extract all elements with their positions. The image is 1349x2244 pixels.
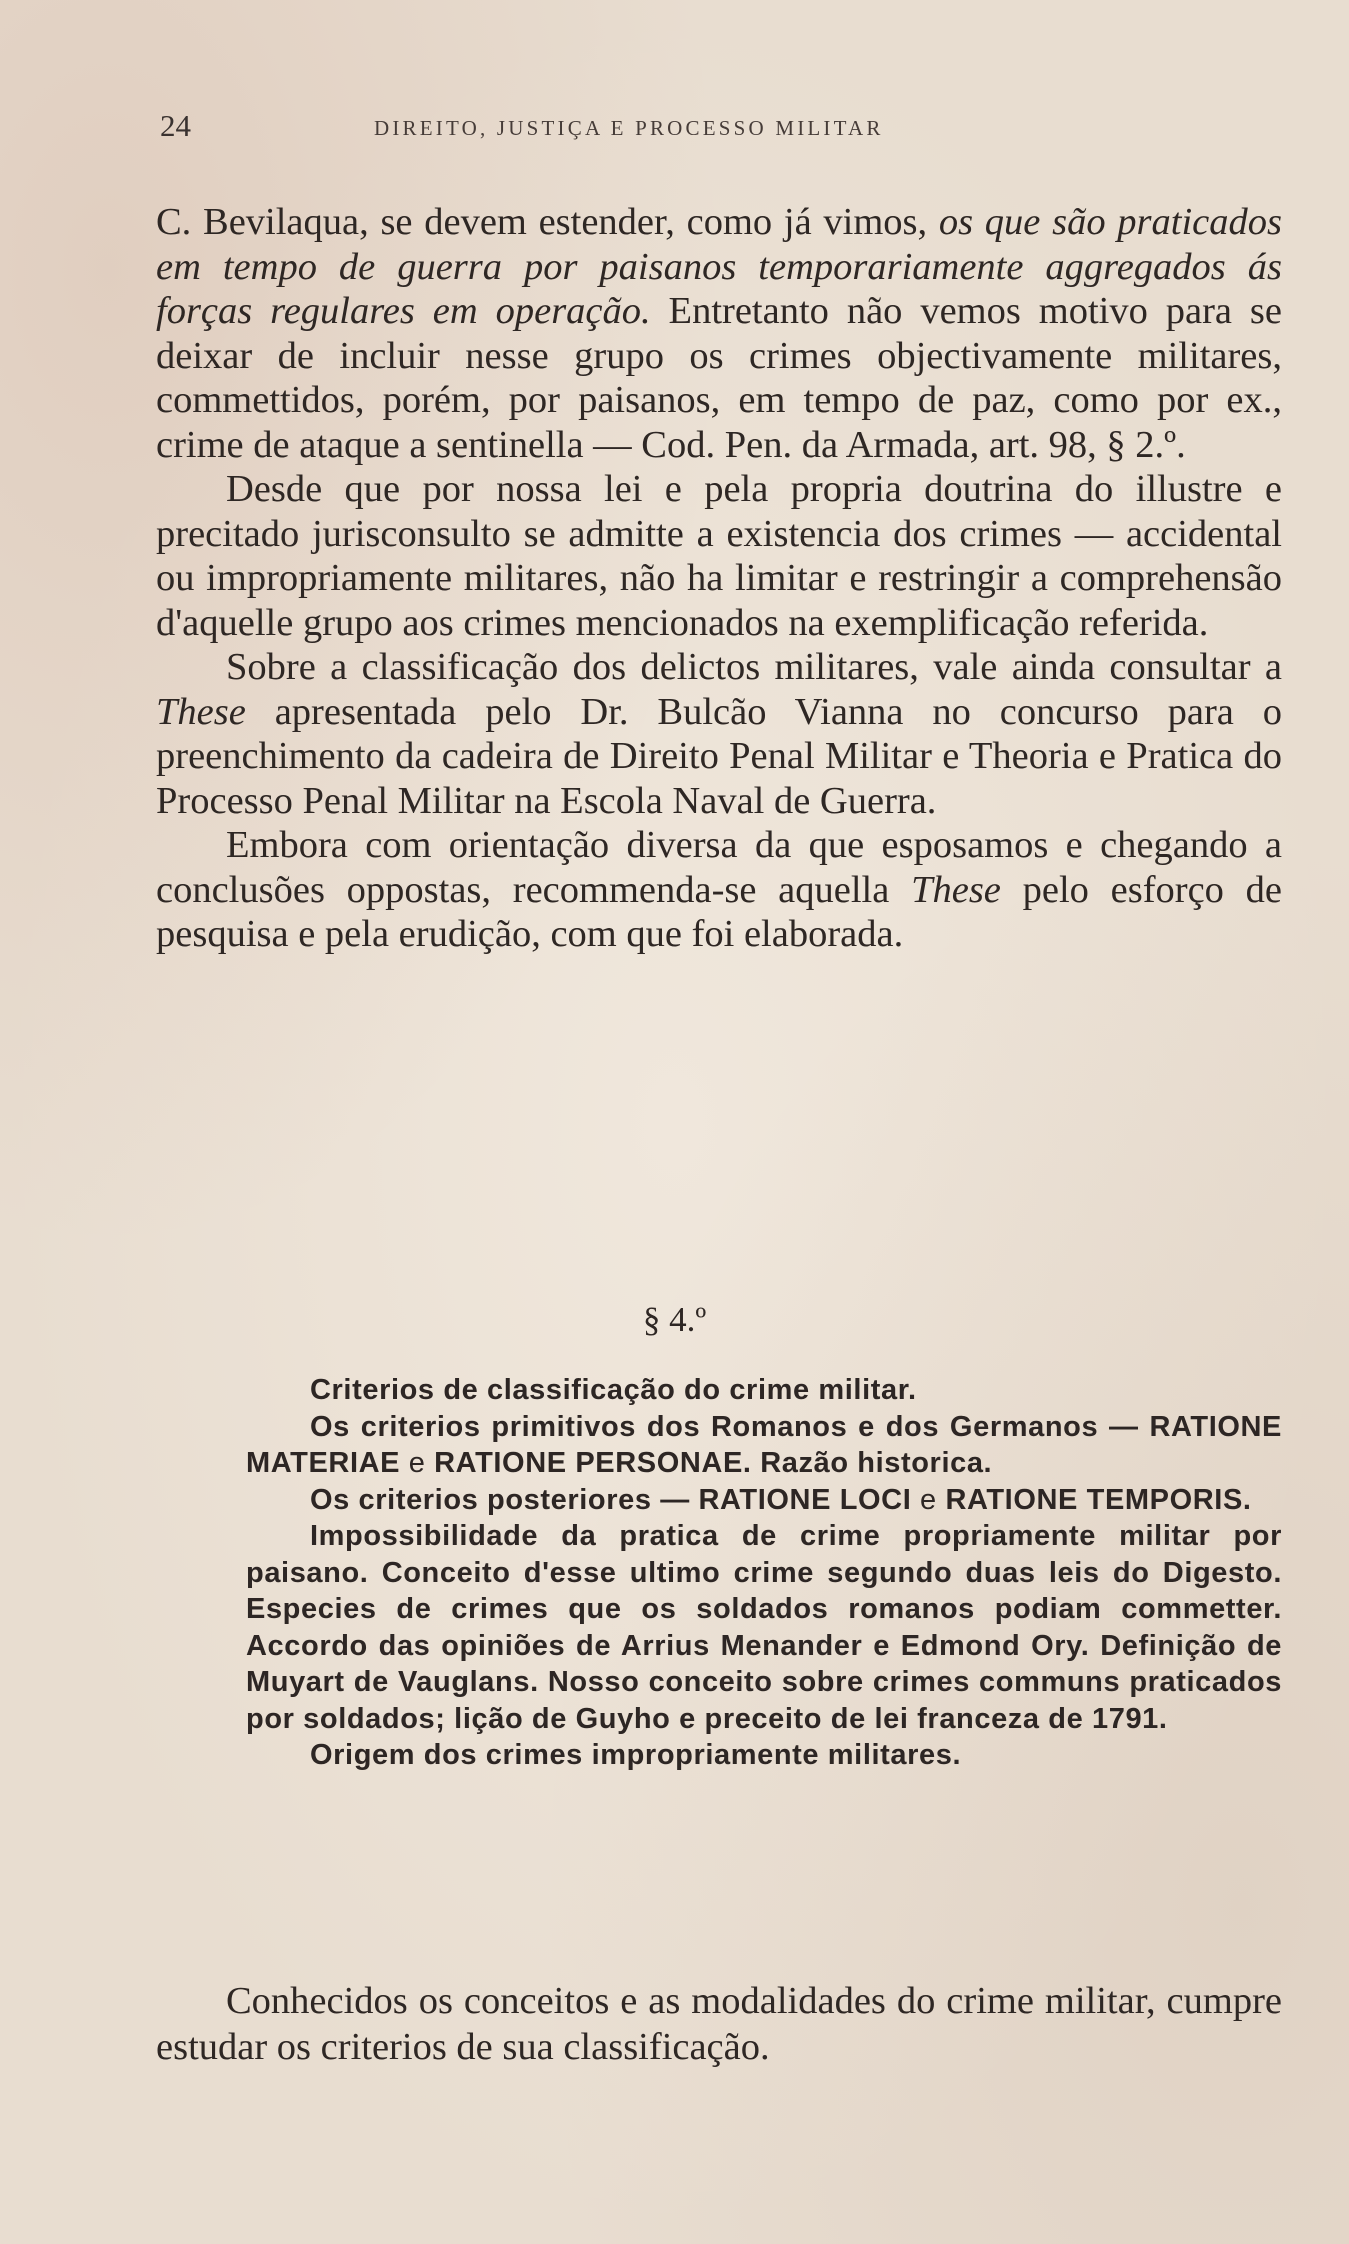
summary-line: Origem dos crimes impropriamente militares. (310, 1739, 962, 1771)
summary-line: Impossibilidade da pratica de crime propriamente militar por paisano. Conceito d'esse ultimo crime segundo duas leis do Digesto. Especies de crimes que os soldados romanos podiam commetter. Accordo das opiniões de Arrius Menander e Edmond Ory. Definição de Muyart de Vauglans. Nosso conceito sobre crimes communs praticados por soldados; lição de Guyho e preceito de lei franceza de 1791. (246, 1520, 1282, 1735)
paragraph-3: Sobre a classificação dos delictos militares, vale ainda consultar a These apresentada pelo Dr. Bulcão Vianna no concurso para o preenchimento da cadeira de Direito Penal Militar e Theoria e Pratica do Processo Penal Militar na Escola Naval de Guerra. (156, 646, 1282, 822)
paragraph-1: C. Bevilaqua, se devem estender, como já vimos, os que são praticados em tempo de guerra por paisanos temporariamente aggregados ás forças regulares em operação. Entretanto não vemos motivo para se deixar de incluir nesse grupo os crimes objectivamente militares, commettidos, porém, por paisanos, em tempo de paz, como por ex., crime de ataque a sentinella — Cod. Pen. da Armada, art. 98, § 2.º. (156, 201, 1282, 466)
italic-quote: os que são praticados em tempo de guerra por paisanos temporariamente aggregados ás forças regulares em operação. (156, 201, 1282, 332)
closing-text (156, 1978, 1282, 2070)
main-text (156, 200, 1282, 957)
paragraph-4: Embora com orientação diversa da que esposamos e chegando a conclusões oppostas, recommenda-se aquella These pelo esforço de pesquisa e pela erudição, com que foi elaborada. (156, 824, 1282, 955)
running-head: DIREITO, JUSTIÇA E PROCESSO MILITAR (374, 116, 884, 140)
paragraph-2: Desde que por nossa lei e pela propria doutrina do illustre e precitado jurisconsulto se admitte a existencia dos crimes — accidental ou impropriamente militares, não ha limitar e restringir a comprehensão d'aquelle grupo aos crimes mencionados na exemplificação referida. (156, 468, 1282, 644)
section-summary (246, 1372, 1282, 1774)
section-heading: § 4.º (642, 1300, 707, 1339)
summary-line: Os criterios primitivos dos Romanos e dos Germanos — RATIONE MATERIAE e RATIONE PERSONAE. Razão historica. (246, 1410, 1282, 1479)
page-number: 24 (160, 108, 191, 143)
closing-paragraph: Conhecidos os conceitos e as modalidades do crime militar, cumpre estudar os criterios de sua classificação. (156, 1980, 1282, 2068)
summary-line: Os criterios posteriores — RATIONE LOCI e RATIONE TEMPORIS. (310, 1483, 1252, 1516)
page-header (160, 108, 1280, 148)
italic-these: These (911, 868, 1001, 911)
italic-these: These (156, 690, 246, 733)
summary-line: Criterios de classificação do crime militar. (310, 1374, 917, 1406)
